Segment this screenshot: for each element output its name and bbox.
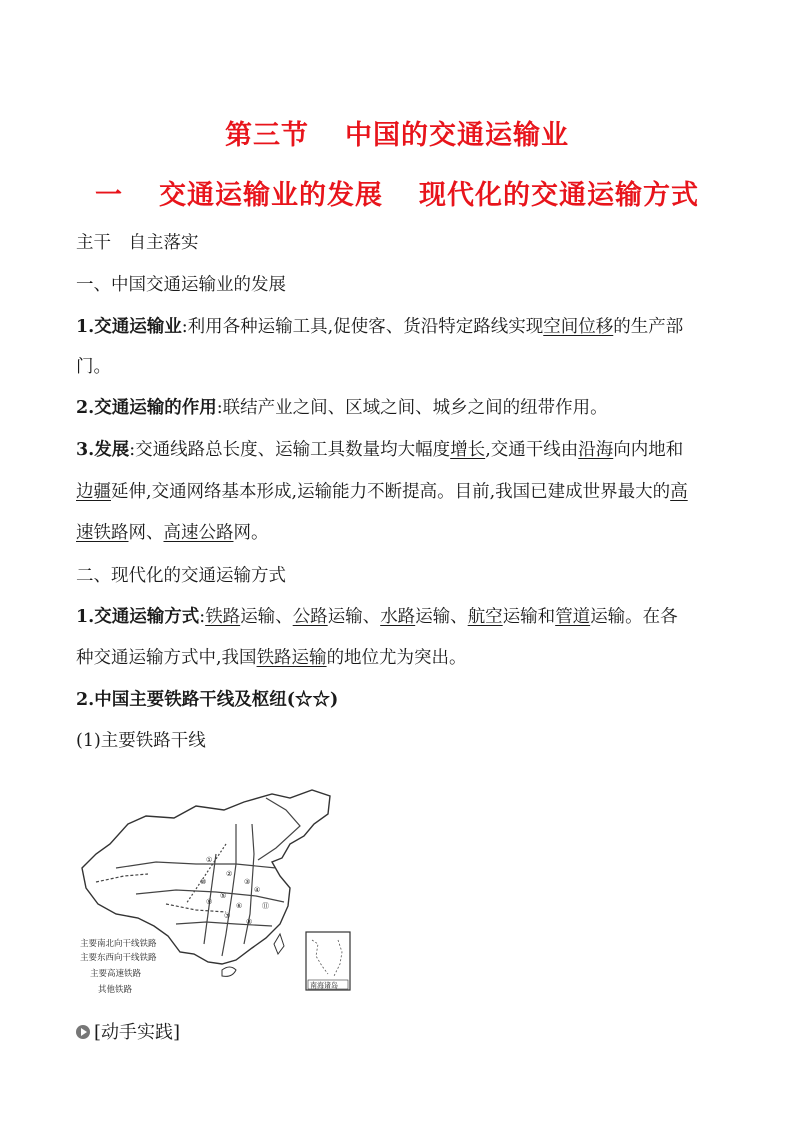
practice-heading (76, 1022, 180, 1044)
heading-part-1: 一、中国交通运输业的发展 (76, 275, 286, 295)
route-marker: ⑨ (206, 898, 213, 906)
route-marker: ⑩ (200, 878, 207, 886)
paragraph-1-cont: 门。 (76, 357, 111, 377)
text: 运输和 (502, 607, 556, 627)
text: 网。 (233, 523, 269, 543)
fill-blank: 航空 (467, 607, 503, 627)
text: 的地位尤为突出。 (326, 648, 467, 668)
heading-part-2: 二、现代化的交通运输方式 (76, 566, 286, 586)
heading-main-lines: (1)主要铁路干线 (76, 731, 206, 751)
play-icon (76, 1025, 90, 1039)
text: 延伸,交通网络基本形成,运输能力不断提高。目前,我国已建成世界最大的 (111, 482, 671, 502)
practice-label: [动手实践] (94, 1022, 181, 1043)
fill-blank: 边疆 (76, 482, 111, 502)
fill-blank: 沿海 (578, 440, 614, 460)
fill-blank: 管道 (555, 607, 591, 627)
text: :联结产业之间、区域之间、城乡之间的纽带作用。 (216, 398, 608, 418)
paragraph-2 (76, 398, 726, 418)
section-title (0, 113, 794, 152)
paragraph-1 (76, 317, 726, 337)
route-marker: ⑧ (246, 918, 253, 926)
section-name: 中国的交通运输业 (345, 120, 569, 151)
text: :交通线路总长度、运输工具数量均大幅度 (129, 440, 451, 460)
rail-lines (96, 798, 300, 956)
fill-blank: 铁路运输 (256, 648, 327, 668)
heading-railways: 2.中国主要铁路干线及枢纽(☆☆) (76, 690, 339, 710)
subsection-number: 一 (95, 180, 123, 211)
subsection-name-2: 现代化的交通运输方式 (419, 180, 699, 211)
subsection-name-1: 交通运输业的发展 (159, 180, 383, 211)
text: 运输、 (240, 607, 293, 627)
fill-blank: 公路 (292, 607, 328, 627)
paragraph-3-cont-2 (76, 523, 726, 543)
fill-blank: 空间位移 (543, 317, 614, 337)
legend-other: 其他铁路 (98, 985, 133, 995)
fill-blank: 增长 (450, 440, 486, 460)
section-number: 第三节 (225, 120, 309, 151)
railway-map (76, 784, 356, 998)
heading-main-review: 主干 自主落实 (76, 233, 199, 253)
route-marker: ③ (244, 878, 251, 886)
fill-blank: 高 (670, 482, 688, 502)
map-legend (80, 938, 157, 995)
text: 向内地和 (613, 440, 684, 460)
text: ,交通干线由 (485, 440, 579, 460)
text: 种交通运输方式中,我国 (76, 648, 257, 668)
text: 网、 (128, 523, 164, 543)
route-marker: ① (206, 856, 213, 864)
text: 运输。在各 (590, 607, 678, 627)
text: 运输、 (327, 607, 381, 627)
south-china-sea-inset (306, 932, 350, 990)
legend-north-south: 主要南北向干线铁路 (80, 939, 157, 949)
term-heading: 2.交通运输的作用 (76, 398, 217, 418)
fill-blank: 铁路 (205, 607, 241, 627)
paragraph-3 (76, 440, 726, 460)
subsection-title (0, 173, 794, 212)
term-heading: 1.交通运输方式 (76, 607, 200, 627)
term-heading: 3.发展 (76, 440, 130, 460)
fill-blank: 速铁路 (76, 523, 129, 543)
route-marker: ⑪ (262, 902, 269, 910)
inset-label: 南海诸岛 (310, 981, 338, 990)
paragraph-3-cont (76, 482, 726, 502)
route-marker: ⑥ (236, 902, 243, 910)
fill-blank: 水路 (380, 607, 416, 627)
text: :利用各种运输工具,促使客、货沿特定路线实现 (181, 317, 544, 337)
route-marker: ④ (254, 886, 261, 894)
legend-east-west: 主要东西向干线铁路 (80, 953, 157, 963)
paragraph-4 (76, 607, 726, 627)
text: 运输、 (415, 607, 468, 627)
term-heading: 1.交通运输业 (76, 317, 182, 337)
text: 的生产部 (613, 317, 684, 337)
route-marker: ② (226, 870, 233, 878)
route-marker: ⑦ (224, 912, 231, 920)
fill-blank: 高速公路 (163, 523, 234, 543)
legend-high-speed: 主要高速铁路 (90, 969, 142, 979)
text: : (199, 607, 206, 627)
route-marker: ⑤ (220, 892, 227, 900)
paragraph-4-cont (76, 648, 726, 668)
